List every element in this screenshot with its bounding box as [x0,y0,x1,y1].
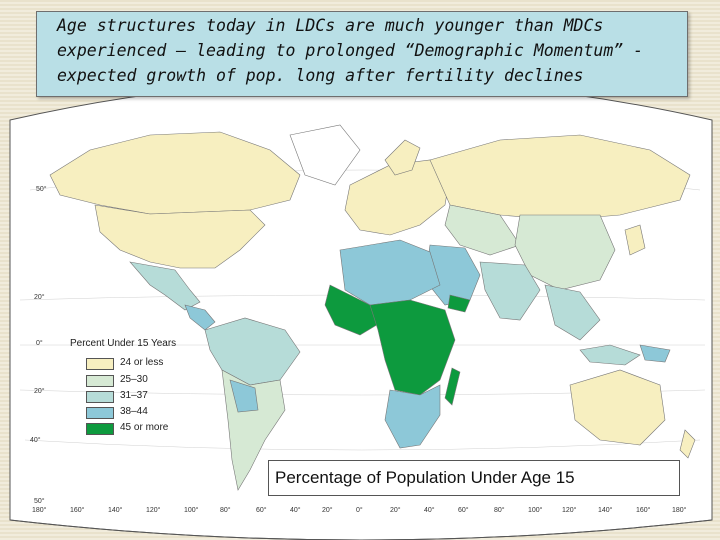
lat-tick-4: 20° [34,388,45,395]
lon-tick: 180° [32,507,47,514]
lon-tick: 20° [390,507,401,514]
lat-tick-2: 20° [34,294,45,301]
lon-tick: 120° [562,507,577,514]
headline-line-2: experienced – leading to prolonged “Demographic Momentum” - [57,41,644,60]
lon-tick: 120° [146,507,161,514]
legend-swatch [86,423,114,435]
lon-tick: 160° [70,507,85,514]
lon-tick: 0° [356,507,363,514]
legend-swatch [86,375,114,387]
lon-tick: 60° [256,507,267,514]
legend-label: 25–30 [120,374,148,385]
legend-label: 31–37 [120,390,148,401]
lon-tick: 100° [528,507,543,514]
headline-line-3: expected growth of pop. long after fertility declines [57,66,584,85]
headline-line-1: Age structures today in LDCs are much younger than MDCs [57,16,604,35]
legend-label: 24 or less [120,357,164,368]
legend-swatch [86,407,114,419]
lon-tick: 60° [458,507,469,514]
legend-swatch [86,358,114,370]
legend-swatch [86,391,114,403]
lon-tick: 160° [636,507,651,514]
lat-tick-3: 0° [36,340,43,347]
caption-box [268,460,680,496]
lat-tick-6: 50° [34,498,45,505]
legend-label: 38–44 [120,406,148,417]
legend-label: 45 or more [120,422,169,433]
lat-tick-1: 50° [36,186,47,193]
headline-box [36,11,688,97]
legend-title: Percent Under 15 Years [70,338,177,349]
lon-tick: 20° [322,507,333,514]
lat-tick-5: 40° [30,437,41,444]
lon-tick: 140° [598,507,613,514]
lon-tick: 40° [290,507,301,514]
lon-tick: 80° [220,507,231,514]
lon-tick: 180° [672,507,687,514]
map-caption: Percentage of Population Under Age 15 [275,468,575,487]
map-legend [66,338,216,438]
lon-tick: 140° [108,507,123,514]
lon-tick: 100° [184,507,199,514]
lon-tick: 80° [494,507,505,514]
lon-tick: 40° [424,507,435,514]
